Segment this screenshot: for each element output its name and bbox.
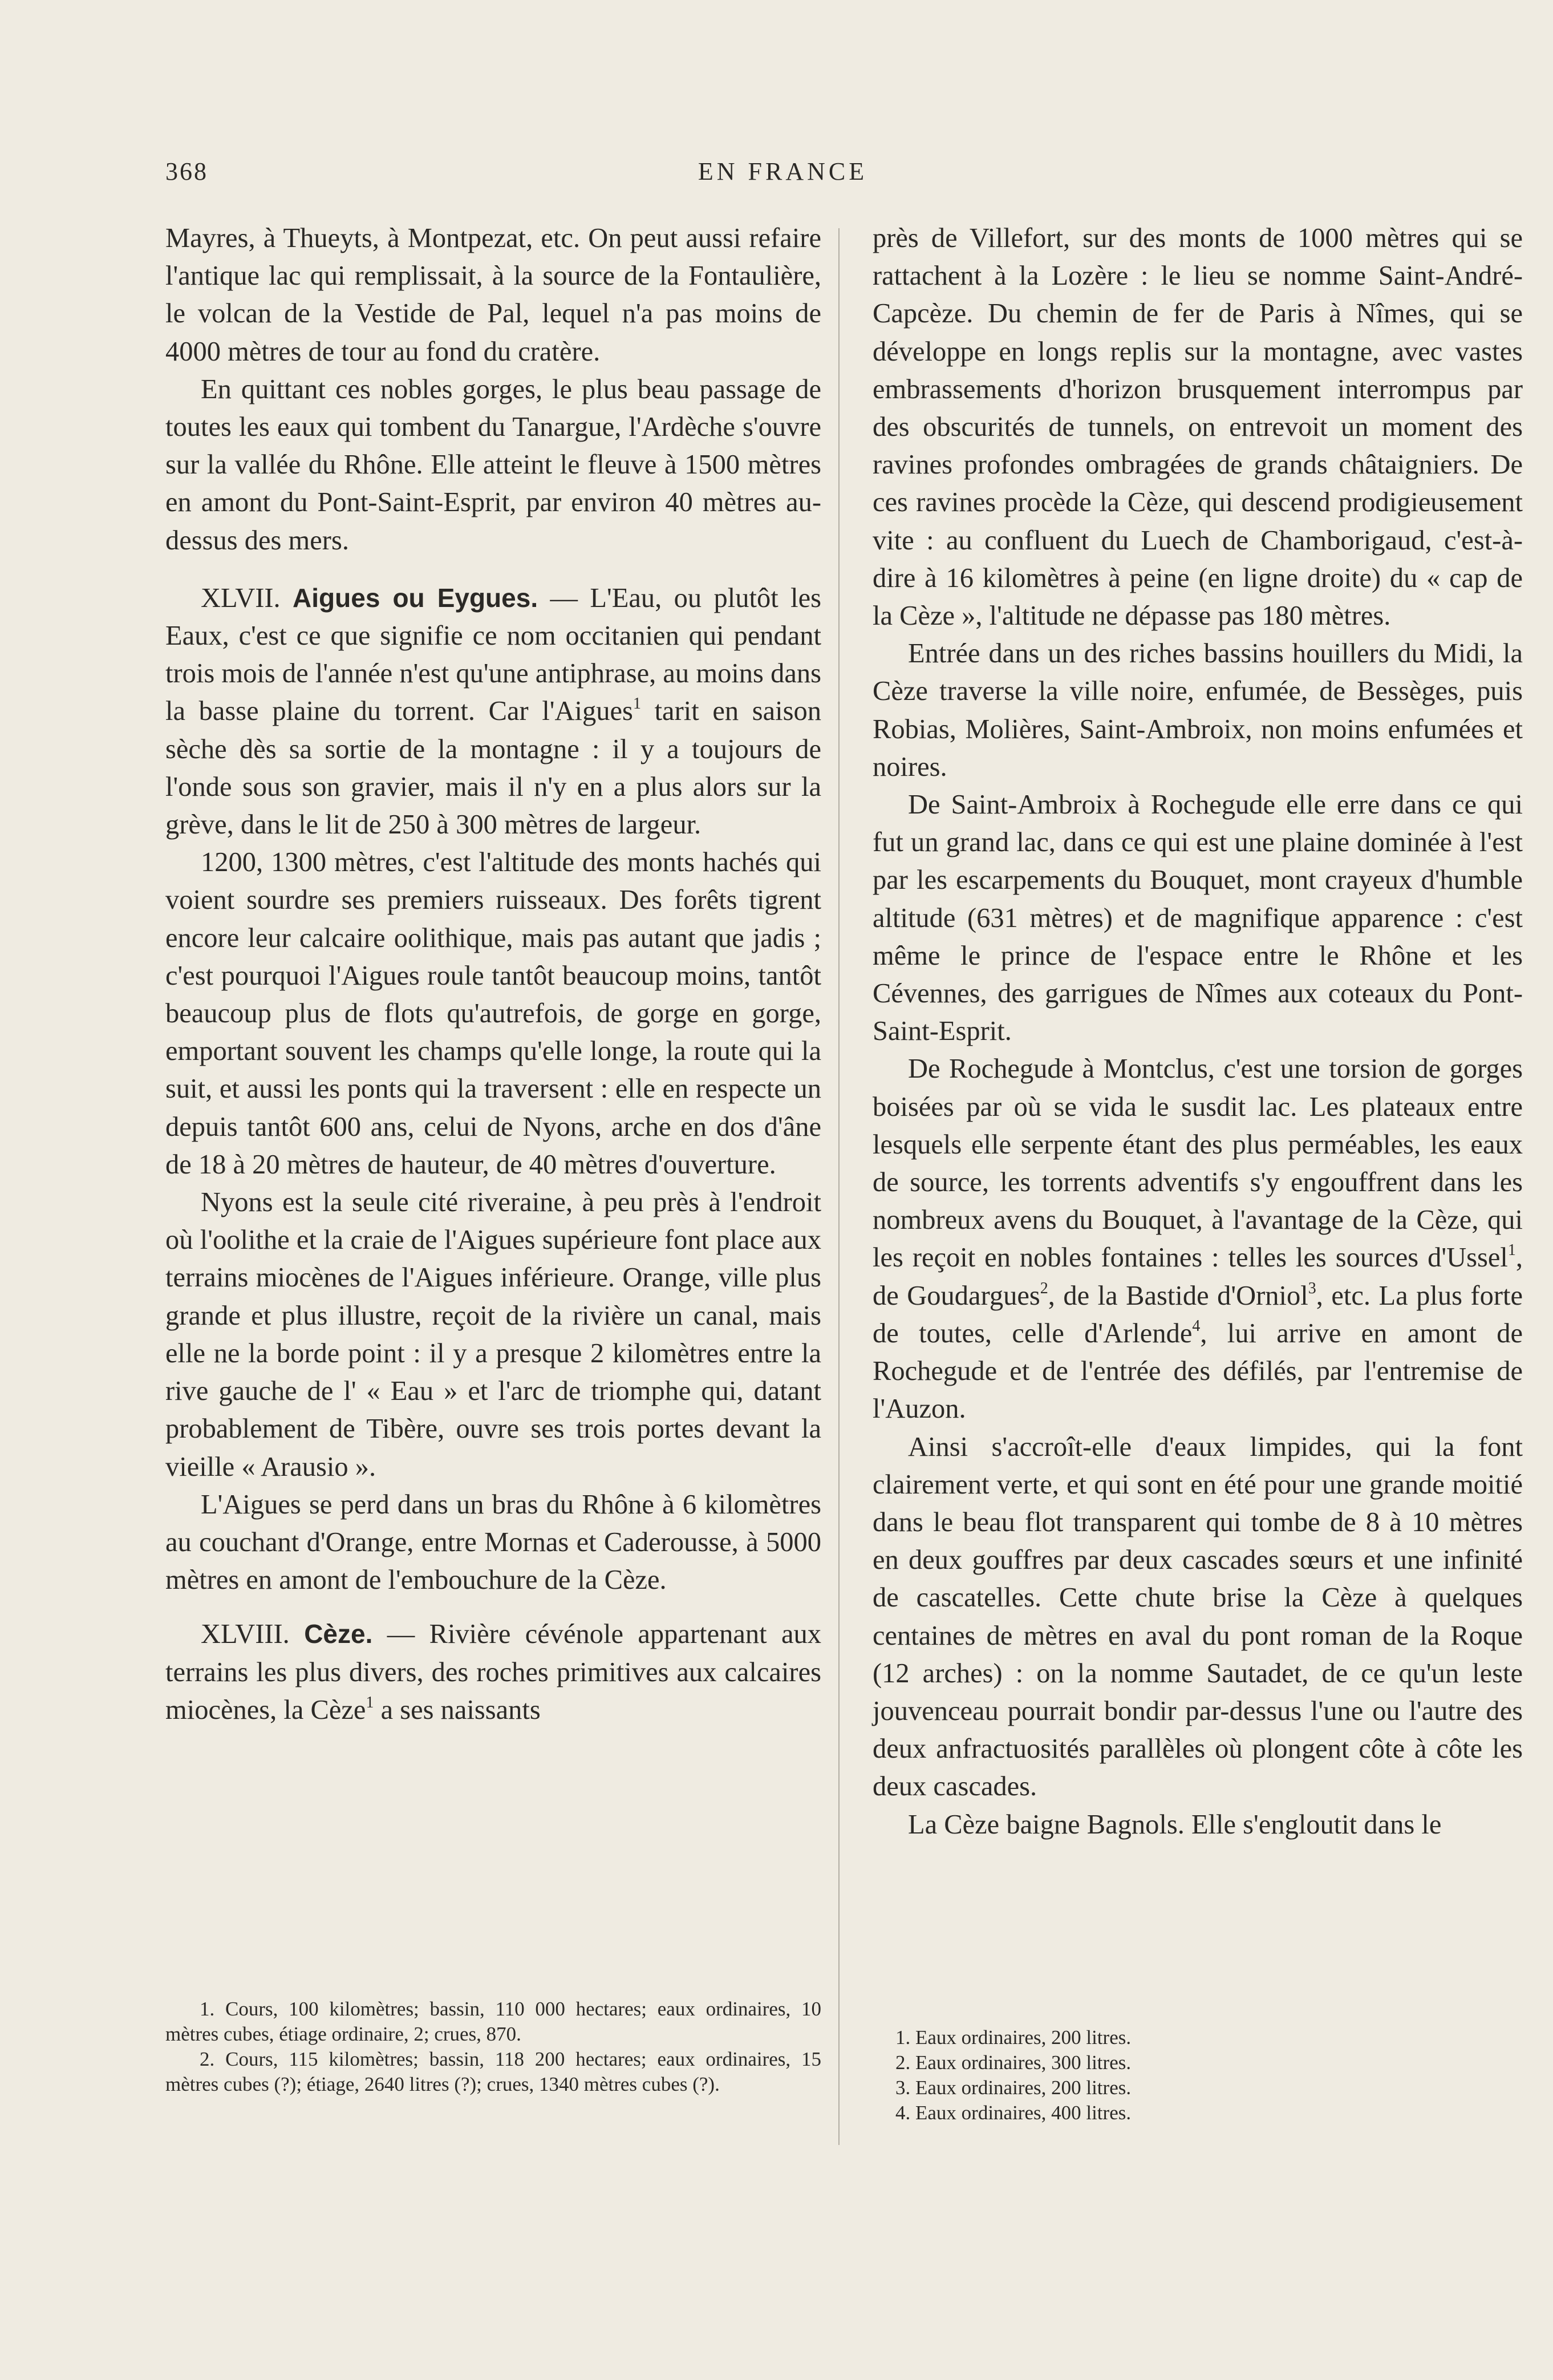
footnote-ref: 3 [1308,1279,1316,1297]
paragraph: L'Aigues se perd dans un bras du Rhône à 6 kilomètres au couchant d'Orange, entre Mornas et Caderousse, à 5000 mètres en amont de l'embouchure de la Cèze. [165,1489,821,1596]
text-run: De Rochegude à Montclus, c'est une torsion de gorges boisées par où se vida le susdit lac. Les plateaux entre lesquels elle serpente étant des plus perméables, les eaux de source, les torrents adventifs s'y engouffrent dans les nombreux avens du Bouquet, à l'avantage de la Cèze, qui les reçoit en nobles fontaines : telles les sources d'Ussel [873,1054,1523,1273]
footnote: 3. Eaux ordinaires, 200 litres. [895,2077,1132,2099]
footnote-ref: 1 [1507,1241,1516,1260]
paragraph: La Cèze baigne Bagnols. Elle s'engloutit dans le [908,1809,1442,1840]
text-run: , de la Bastide d'Orniol [1048,1280,1308,1311]
section-number: XLVIII. [201,1619,290,1650]
column-divider [838,228,840,2145]
right-column [873,220,1523,1844]
footnote-ref: 2 [1040,1279,1048,1297]
footnote: 4. Eaux ordinaires, 400 litres. [895,2102,1132,2124]
page-number: 368 [165,157,208,185]
text-run: , etc. La plus forte de toutes, celle d'Arlende [873,1280,1523,1349]
paragraph: Nyons est la seule cité riveraine, à peu près à l'endroit où l'oolithe et la craie de l'Aigues supérieure font place aux terrains miocènes de l'Aigues inférieure. Orange, ville plus grande et plus illustre, reçoit de la rivière un canal, mais elle ne la borde point : il y a presque 2 kilomètres entre la rive gauche de l' « Eau » et l'arc de triomphe qui, datant probablement de Tibère, ouvre ses trois portes devant la vieille « Arausio ». [165,1187,821,1482]
section-text: — L'Eau, ou plutôt les Eaux, c'est ce que signifie ce nom occitanien qui pendant trois mois de l'année n'est qu'une antiphrase, au moins dans la basse plaine du torrent. Car l'Aigues [165,582,821,727]
paragraph: En quittant ces nobles gorges, le plus beau passage de toutes les eaux qui tombent du Tanargue, l'Ardèche s'ouvre sur la vallée du Rhône. Elle atteint le fleuve à 1500 mètres en amont du Pont-Saint-Esprit, par environ 40 mètres au-dessus des mers. [165,374,821,556]
footnote: 1. Cours, 100 kilomètres; bassin, 110 000 hectares; eaux ordinaires, 10 mètres cubes, étiage ordinaire, 2; crues, 870. [165,1998,821,2045]
paragraph [873,1050,1523,1428]
paragraph: Ainsi s'accroît-elle d'eaux limpides, qui la font clairement verte, et qui sont en été pour une grande moitié dans le beau flot transparent qui tombe de 8 à 10 mètres en deux gouffres par deux cascades sœurs et une infinité de cascatelles. Cette chute brise la Cèze à quelques centaines de mètres en aval du pont roman de la Roque (12 arches) : on la nomme Sautadet, de ce qu'un leste jouvenceau pourrait bondir par-dessus l'une ou l'autre des deux anfractuosités parallèles où plongent côte à côte les deux cascades. [873,1431,1523,1802]
running-title: EN FRANCE [698,157,868,185]
section-number: XLVII. [201,582,281,613]
section-text: tarit en saison sèche dès sa sortie de la montagne : il y a toujours de l'onde sous son gravier, mais il n'y en a plus alors sur la grève, dans le lit de 250 à 300 mètres de largeur. [165,696,821,840]
footnote: 1. Eaux ordinaires, 200 litres. [895,2026,1132,2049]
text-run: , de Goudargues [873,1242,1523,1311]
section-title: Cèze. [304,1619,373,1649]
footnote: 2. Cours, 115 kilomètres; bassin, 118 200 hectares; eaux ordinaires, 15 mètres cubes (?); étiage, 2640 litres (?); crues, 1340 mètres cubes (?). [165,2048,821,2095]
footnote: 2. Eaux ordinaires, 300 litres. [895,2051,1132,2074]
section-text: a ses naissants [374,1694,541,1725]
running-header [165,157,1400,197]
paragraph: près de Villefort, sur des monts de 1000 mètres qui se rattachent à la Lozère : le lieu se nomme Saint-André-Capcèze. Du chemin de fer de Paris à Nîmes, qui se développe en longs replis sur la montagne, avec vastes embrassements d'horizon brusquement interrompus par des obscurités de tunnels, on entrevoit un moment des ravines profondes ombragées de grands châtaigniers. De ces ravines procède la Cèze, qui descend prodigieusement vite : au confluent du Luech de Chamborigaud, c'est-à-dire à 16 kilomètres à peine (en ligne droite) du « cap de la Cèze », l'altitude ne dépasse pas 180 mètres. [873,223,1523,632]
paragraph: Mayres, à Thueyts, à Montpezat, etc. On peut aussi refaire l'antique lac qui remplissait, à la source de la Fontaulière, le volcan de la Vestide de Pal, lequel n'a pas moins de 4000 mètres de tour au fond du cratère. [165,223,821,367]
footnotes-right [895,2025,1466,2126]
paragraph: De Saint-Ambroix à Rochegude elle erre dans ce qui fut un grand lac, dans ce qui est une plaine dominée à l'est par les escarpements du Bouquet, mont crayeux d'humble altitude (631 mètres) et de magnifique apparence : c'est même le prince de l'espace entre le Rhône et les Cévennes, des garrigues de Nîmes aux coteaux du Pont-Saint-Esprit. [873,790,1523,1047]
section-title: Aigues ou Eygues. [293,582,538,613]
footnotes-left [165,1997,821,2097]
paragraph: 1200, 1300 mètres, c'est l'altitude des monts hachés qui voient sourdre ses premiers ruisseaux. Des forêts tigrent encore leur calcaire oolithique, mais pas autant que jadis ; c'est pourquoi l'Aigues roule tantôt beaucoup moins, tantôt beaucoup plus de flots qu'autrefois, de gorge en gorge, emportant souvent les champs qu'elle longe, la route qui la suit, et aussi les ponts qui la traversent : elle en respecte un depuis tantôt 600 ans, celui de Nyons, arche en dos d'âne de 18 à 20 mètres de hauteur, de 40 mètres d'ouverture. [165,847,821,1180]
left-column [165,220,821,1729]
paragraph: Entrée dans un des riches bassins houillers du Midi, la Cèze traverse la ville noire, enfumée, de Bessèges, puis Robias, Molières, Saint-Ambroix, non moins enfumées et noires. [873,638,1523,782]
section-text: — Rivière cévénole appartenant aux terrains les plus divers, des roches primitives aux calcaires miocènes, la Cèze [165,1619,822,1725]
text-run: , lui arrive en amont de Rochegude et de l'entrée des défilés, par l'entremise de l'Auzon. [873,1318,1523,1424]
section-xlviii [165,1615,821,1729]
section-xlvii [165,579,821,844]
footnote-ref: 1 [632,695,641,713]
footnote-ref: 1 [366,1693,374,1711]
footnote-ref: 4 [1192,1317,1201,1335]
